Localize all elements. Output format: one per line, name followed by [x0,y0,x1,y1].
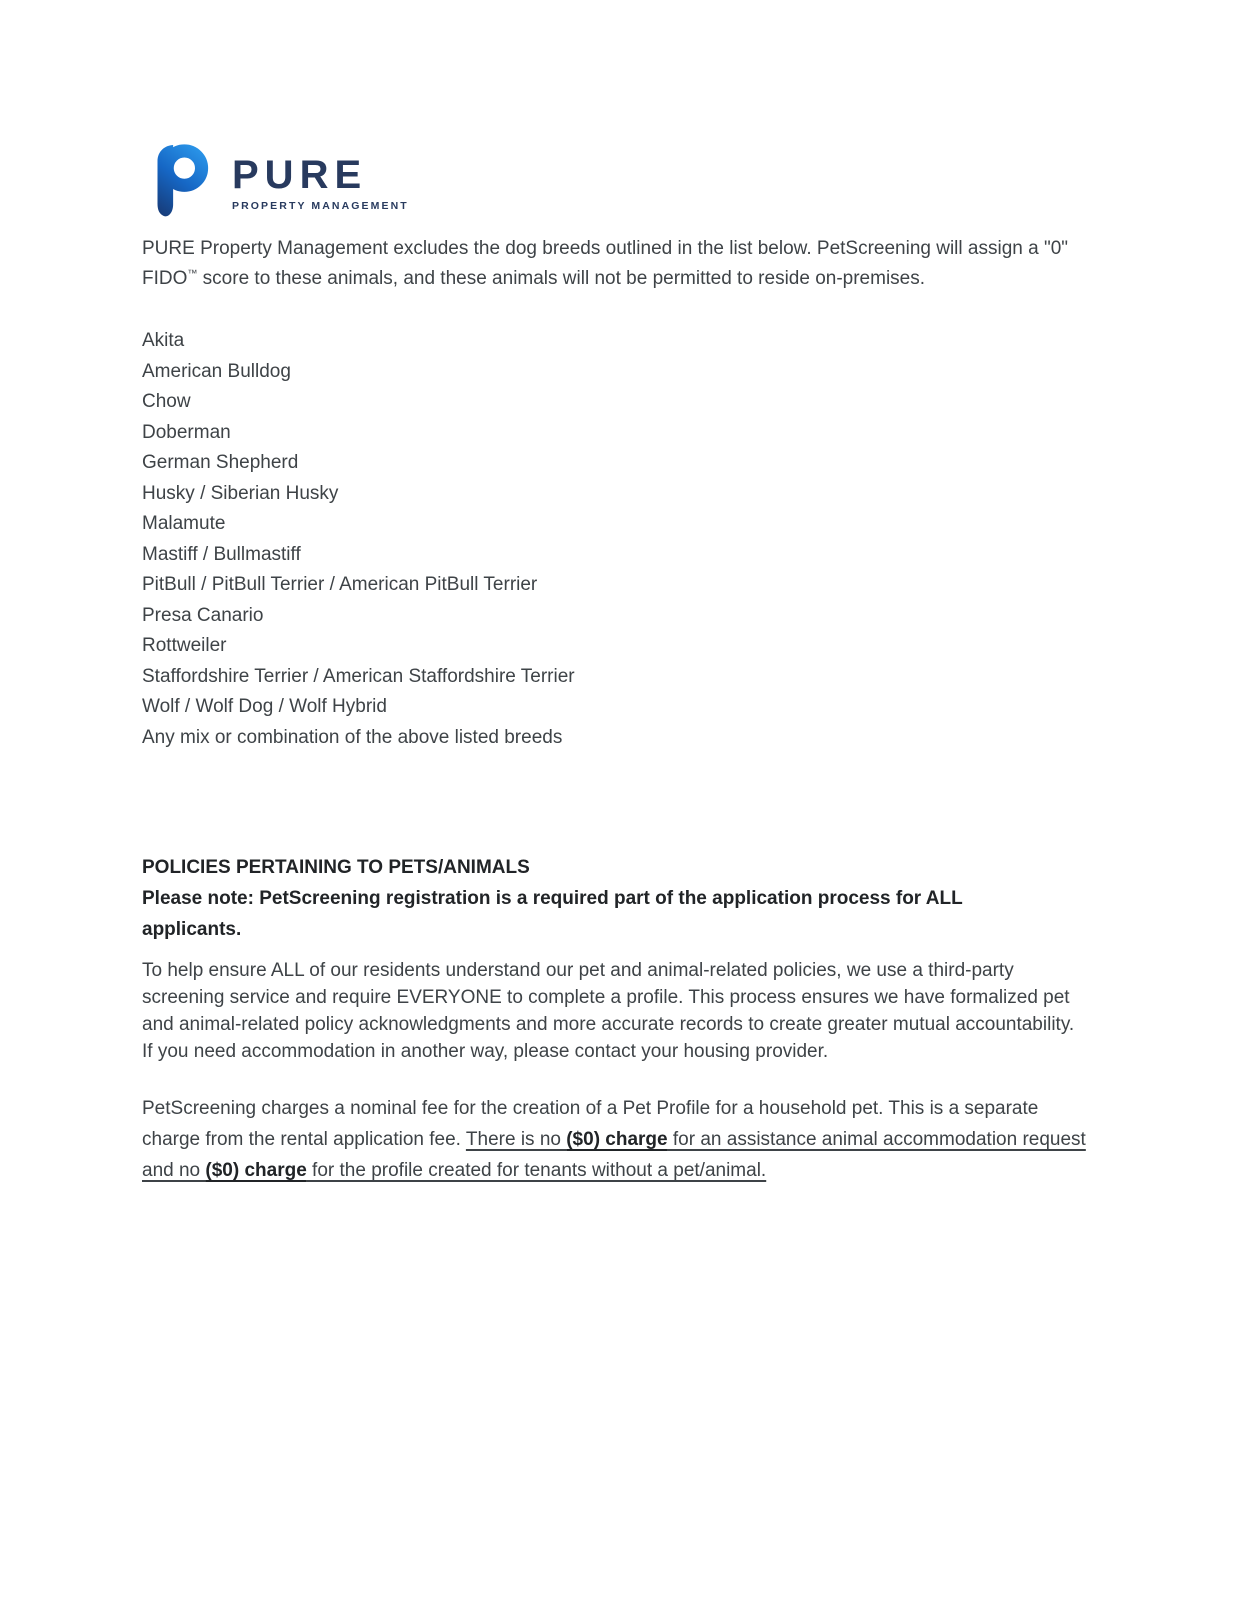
fee-text-plain: PetScreening charges a nominal fee for the creation of a Pet Profile for a household pet. This is a separate charge from the rental application fee. [142,1098,1039,1150]
breed-list-item: Presa Canario [142,604,264,626]
screening-service-paragraph: To help ensure ALL of our residents understand our pet and animal-related policies, we use a third-party screening service and require EVERYONE to complete a profile. This process ensures we have formalized pet and animal-related policy acknowledgments and more accurate records to create greater mutual accountability. If you need accommodation in another way, please contact your housing provider. [142,960,1075,1062]
excluded-breed-list [142,326,1086,753]
fee-bold-charge-1: ($0) charge [566,1129,668,1150]
fee-underline-1: There is no [465,1129,567,1150]
breed-list-item: Any mix or combination of the above listed breeds [142,726,563,748]
breed-list-item: Husky / Siberian Husky [142,482,339,504]
pure-logo [142,140,1086,220]
pure-logo-p-icon [142,140,218,220]
logo-tagline-text: PROPERTY MANAGEMENT [232,199,409,212]
breed-list-item: Akita [142,330,185,351]
logo-wordmark [232,149,409,212]
breed-list-item: Doberman [142,421,231,443]
breed-list-item: Staffordshire Terrier / American Staffordshire Terrier [142,665,575,687]
breed-list-item: German Shepherd [142,452,299,473]
intro-text-start: PURE Property Management excludes the dog breeds outlined in the list below. PetScreening will assign a "0" FIDO [142,238,1069,289]
fee-paragraph [142,1093,1086,1186]
intro-paragraph [142,234,1086,294]
breed-list-item: Chow [142,391,191,412]
policies-heading: POLICIES PERTAINING TO PETS/ANIMALS [142,857,530,878]
breed-list-item: PitBull / PitBull Terrier / American PitBull Terrier [142,574,538,595]
fee-underline-3: for the profile created for tenants without a pet/animal. [306,1160,767,1181]
breed-list-item: Rottweiler [142,635,227,656]
fee-underline-2: for an assistance animal accommodation request and no [142,1129,1086,1181]
breed-list-item: Malamute [142,513,226,534]
trademark-symbol: ™ [187,268,198,280]
breed-list-item: Wolf / Wolf Dog / Wolf Hybrid [142,696,387,717]
petscreening-note: Please note: PetScreening registration is a required part of the application process for ALL applicants. [142,888,963,940]
intro-text-end: score to these animals, and these animals will not be permitted to reside on-premises. [197,268,926,289]
logo-brand-text: PURE [232,152,368,197]
breed-list-item: Mastiff / Bullmastiff [142,543,301,565]
breed-list-item: American Bulldog [142,360,291,382]
fee-bold-charge-2: ($0) charge [205,1160,307,1181]
